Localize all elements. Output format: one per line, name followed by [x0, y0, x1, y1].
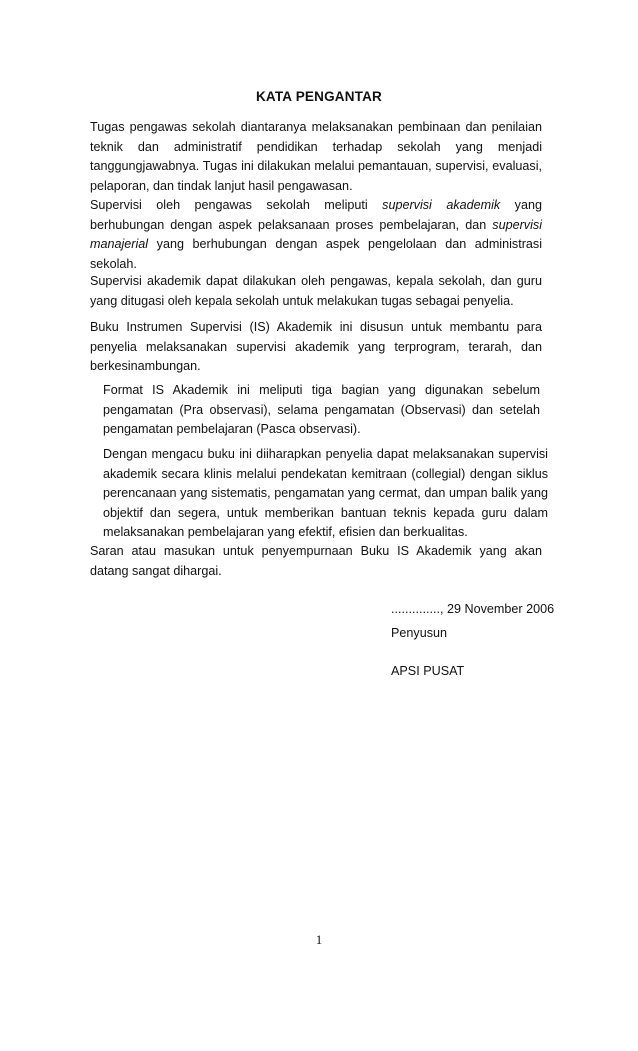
paragraph-intro: Tugas pengawas sekolah diantaranya melaksanakan pembinaan dan penilaian teknik dan administratif pendidikan terhadap sekolah yang menjadi tanggungjawabnya. Tugas ini dilakukan melalui pemantauan, supervisi, evaluasi, pelaporan, dan tindak lanjut hasil pengawasan. [90, 120, 542, 193]
paragraph-text: yang berhubungan dengan aspek pengelolaan dan administrasi sekolah. [90, 237, 542, 271]
signature-role: Penyusun [391, 626, 448, 640]
signature-name: APSI PUSAT [391, 664, 465, 678]
page-title: KATA PENGANTAR [255, 89, 383, 104]
paragraph-text: Supervisi oleh pengawas sekolah meliputi [90, 198, 383, 212]
paragraph-format: Format IS Akademik ini meliputi tiga bagian yang digunakan sebelum pengamatan (Pra observasi), selama pengamatan (Observasi) dan setelah pengamatan pembelajaran (Pasca observasi). [103, 383, 540, 436]
signature-date: .............., 29 November 2006 [391, 602, 555, 616]
paragraph-book-purpose: Buku Instrumen Supervisi (IS) Akademik ini disusun untuk membantu para penyelia melaksanakan supervisi akademik yang terprogram, terarah, dan berkesinambungan. [90, 320, 542, 373]
paragraph-supervisors: Supervisi akademik dapat dilakukan oleh pengawas, kepala sekolah, dan guru yang ditugasi oleh kepala sekolah untuk melakukan tugas sebagai penyelia. [90, 274, 542, 308]
paragraph-feedback-request: Saran atau masukan untuk penyempurnaan Buku IS Akademik yang akan datang sangat dihargai. [90, 544, 542, 578]
page-number: 1 [315, 932, 323, 947]
emphasis-supervisi-akademik: supervisi akademik [382, 198, 501, 212]
paragraph-text: yang berhubungan dengan aspek pelaksanaan proses pembelajaran, dan [90, 198, 542, 232]
paragraph-supervision-scope [90, 196, 542, 274]
emphasis-supervisi-manajerial: supervisi manajerial [90, 217, 542, 251]
paragraph-clinical-supervision: Dengan mengacu buku ini diiharapkan penyelia dapat melaksanakan supervisi akademik secara klinis melalui pendekatan kemitraan (collegial) dengan siklus perencanaan yang sistematis, pengamatan yang cermat, dan umpan balik yang objektif dan segera, untuk memberikan bantuan teknis kepada guru dalam melaksanakan pembelajaran yang efektif, efisien dan berkualitas. [103, 447, 548, 539]
